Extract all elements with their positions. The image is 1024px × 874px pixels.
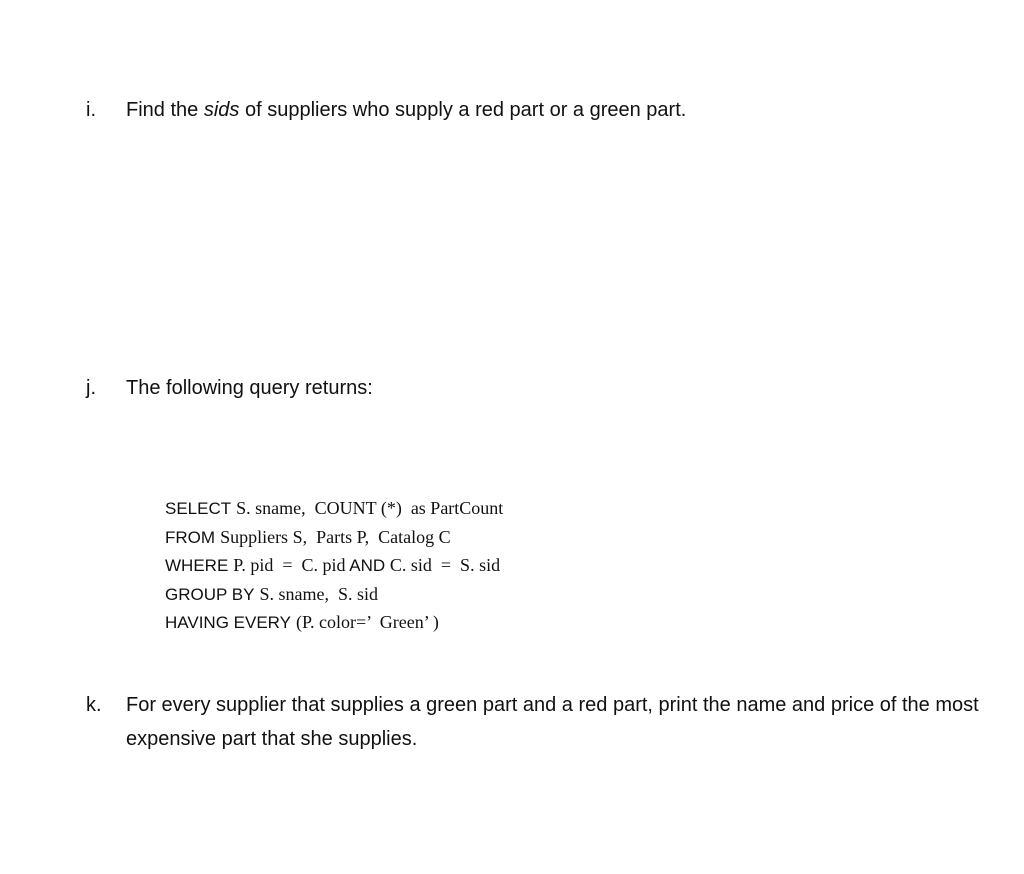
question-i-text-em: sids [203, 99, 240, 121]
sql-code: S. sname, COUNT (*) as PartCount [236, 498, 504, 518]
sql-line-group-by [165, 580, 765, 609]
sql-code: S. sname, S. sid [259, 583, 378, 604]
question-i-marker: i. [86, 99, 96, 121]
sql-keyword: GROUP BY [165, 584, 255, 604]
question-j-text: The following query returns: [126, 377, 373, 399]
sql-line-select [165, 494, 765, 523]
sql-line-having [165, 608, 765, 637]
question-j-marker: j. [86, 377, 96, 399]
sql-keyword: HAVING EVERY [165, 613, 291, 632]
sql-keyword: SELECT [165, 499, 232, 518]
sql-code: C. sid = S. sid [389, 555, 501, 575]
sql-code: (P. color=’ Green’ ) [295, 612, 439, 632]
sql-keyword: WHERE [165, 556, 229, 575]
question-i-text [126, 93, 1016, 127]
sql-line-from [165, 523, 765, 552]
sql-code: P. pid = C. pid [233, 555, 346, 575]
sql-query-block [165, 494, 765, 637]
sql-line-where [165, 551, 765, 580]
question-k-text: For every supplier that supplies a green part and a red part, print the name and price of the most expensive part that she supplies. [126, 694, 979, 750]
question-i-text-after: of suppliers who supply a red part or a green part. [239, 99, 687, 121]
sql-code: Suppliers S, Parts P, Catalog C [220, 526, 451, 547]
sql-keyword: FROM [165, 527, 216, 547]
question-k-marker: k. [86, 694, 102, 716]
question-i-text-before: Find the [126, 99, 204, 121]
sql-keyword-and: AND [345, 556, 390, 575]
